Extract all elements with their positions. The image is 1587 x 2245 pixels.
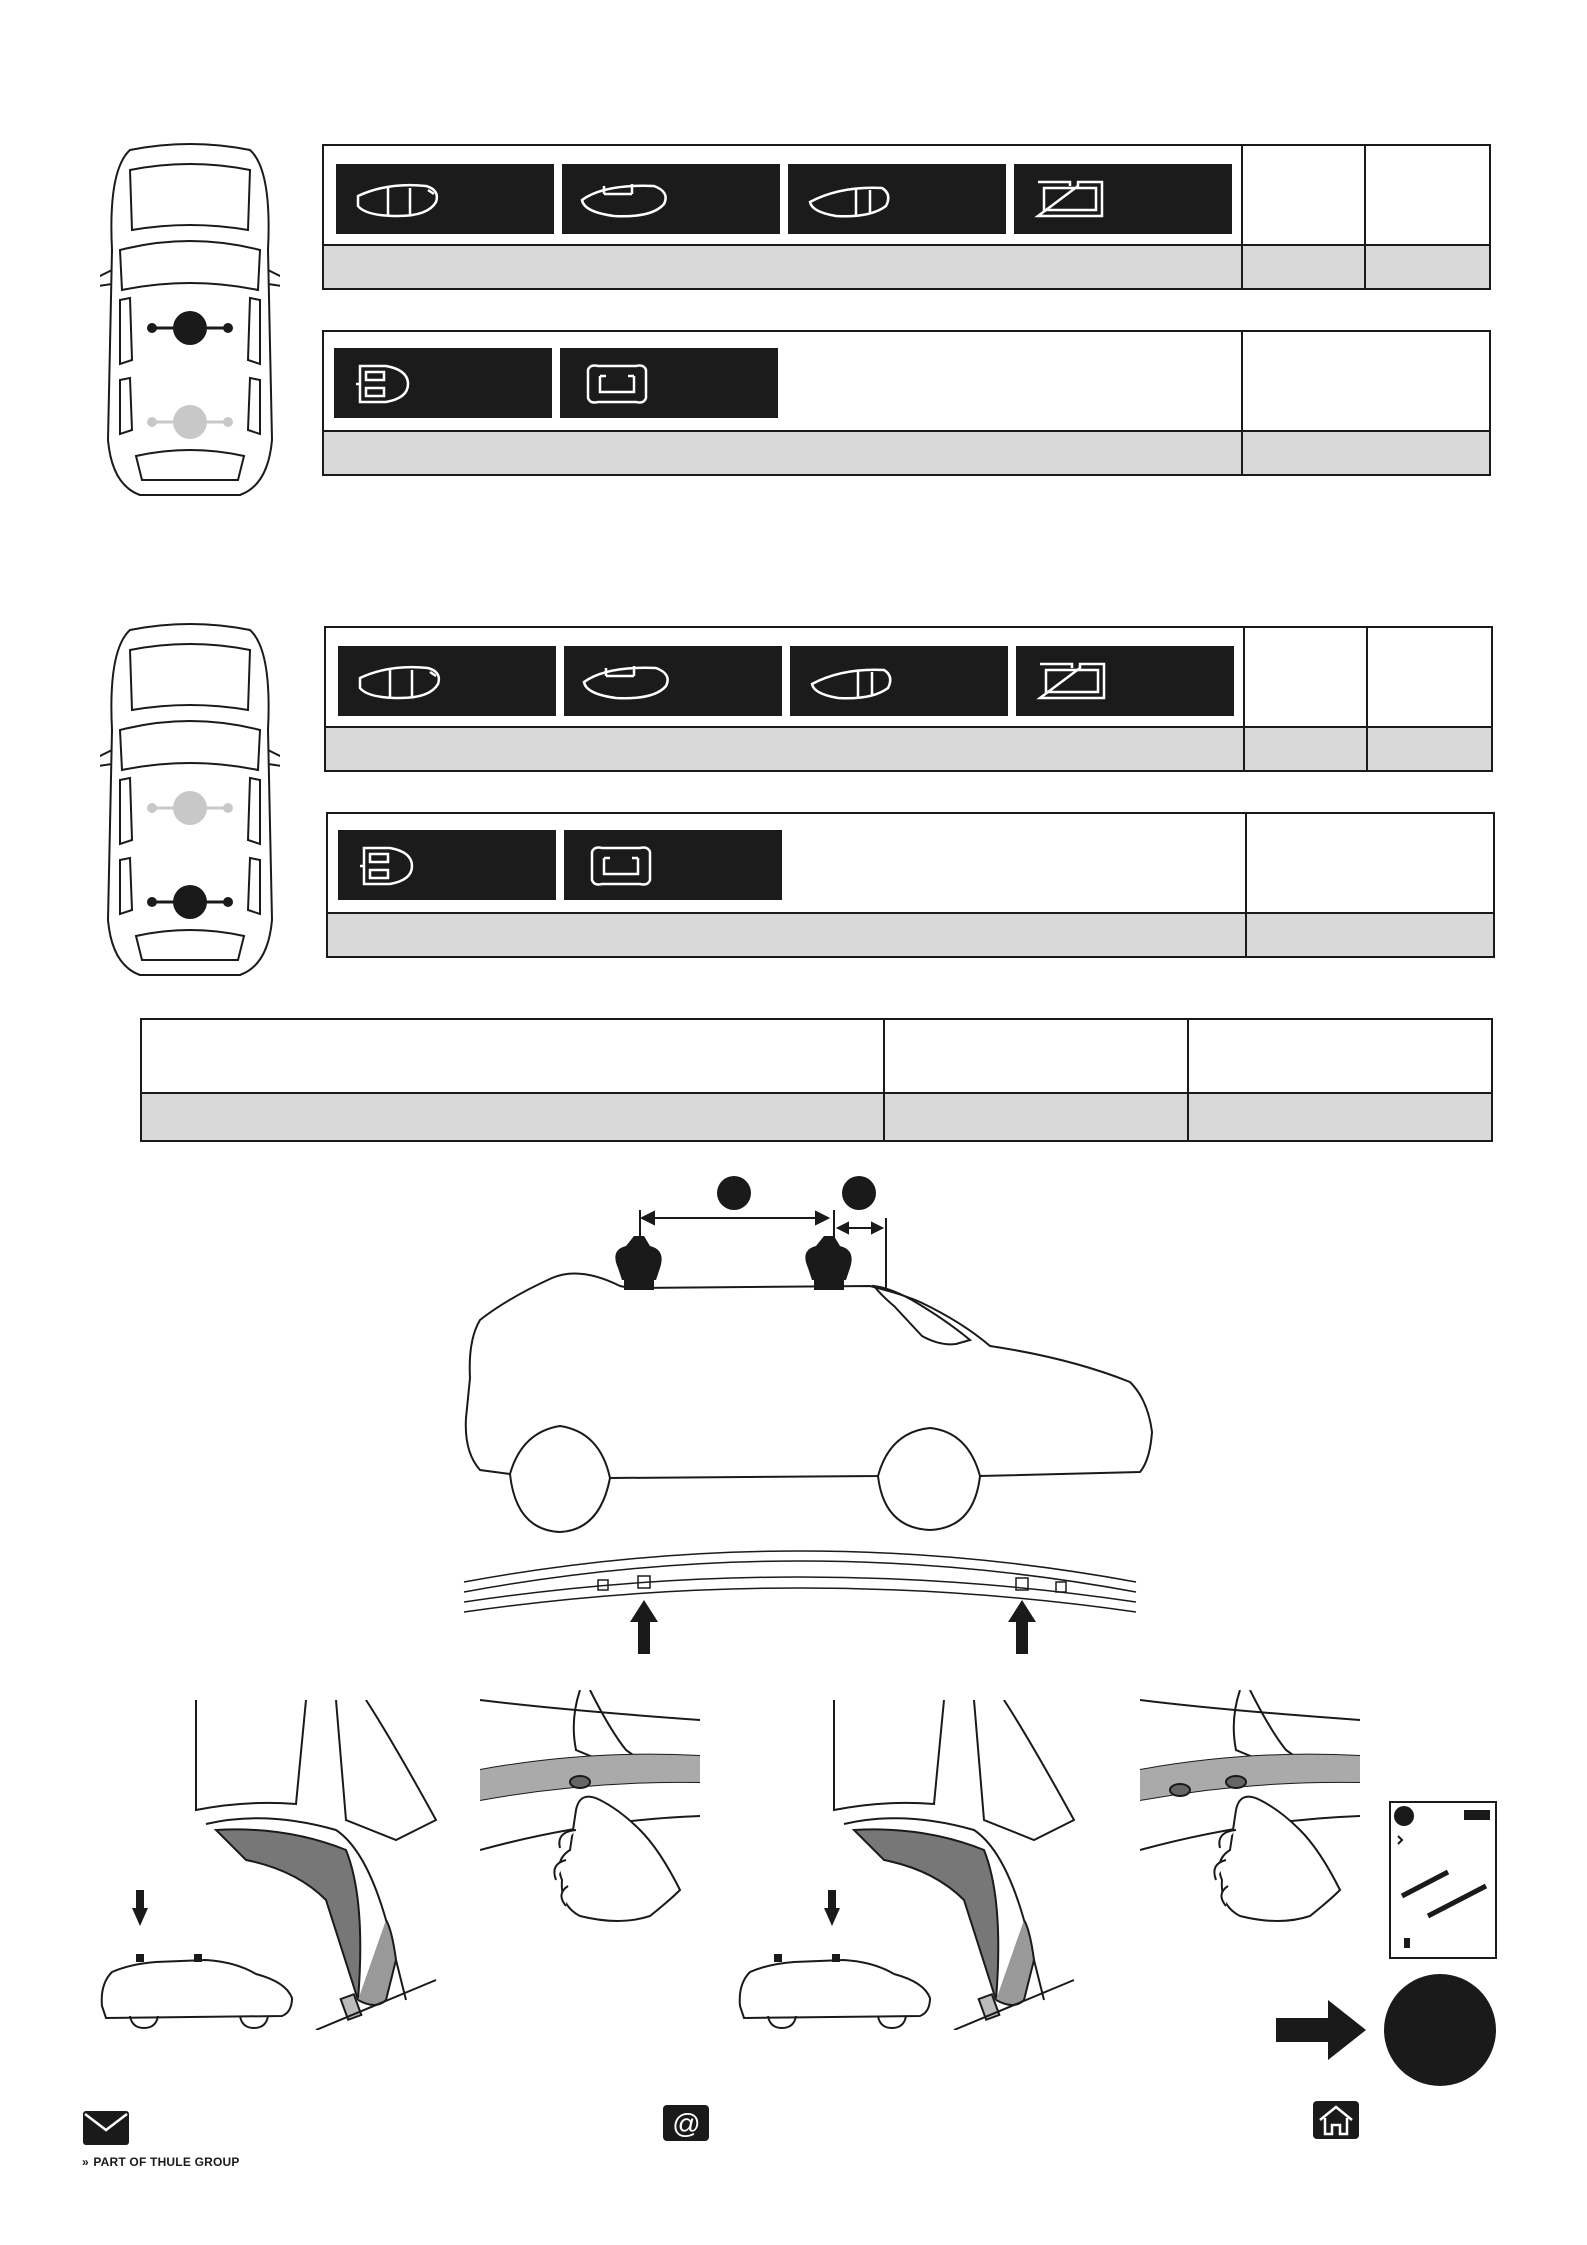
probar-tile — [338, 830, 556, 900]
measurement-table — [140, 1018, 1493, 1142]
wingbar-fit-table-front — [322, 144, 1491, 290]
squarebar-tile — [1014, 164, 1232, 234]
roof-rail-fixpoints — [460, 1530, 1140, 1660]
dimension-b-marker — [842, 1176, 876, 1210]
foot-mount-rear — [734, 1700, 1094, 2030]
rapid-profile-icon — [576, 838, 676, 892]
rapid-profile-icon — [572, 356, 672, 410]
wingbar-evo-profile-icon — [574, 172, 674, 226]
probar-fit-table-front — [322, 330, 1491, 476]
slidebar-tile — [790, 646, 1008, 716]
rapid-tile — [560, 348, 778, 418]
table-value-row — [324, 430, 1489, 474]
slidebar-tile — [788, 164, 1006, 234]
home-icon[interactable] — [1312, 2100, 1360, 2140]
mail-icon[interactable] — [82, 2110, 130, 2146]
group-text: PART OF THULE GROUP — [93, 2155, 240, 2169]
wingbar-evo-tile — [562, 164, 780, 234]
rapid-tile — [564, 830, 782, 900]
wingbar-edge-profile-icon — [348, 172, 448, 226]
probar-profile-icon — [346, 356, 446, 410]
wingbar-evo-tile — [564, 646, 782, 716]
table-value-row — [328, 912, 1493, 956]
foot-mount-front — [96, 1700, 456, 2030]
double-chevron-icon: » — [82, 2155, 89, 2169]
table-value-row — [326, 726, 1491, 770]
car-top-view-front-position — [100, 140, 280, 500]
table-value-row — [142, 1092, 1491, 1140]
wingbar-evo-profile-icon — [576, 654, 676, 708]
probar-profile-icon — [350, 838, 450, 892]
wingbar-edge-profile-icon — [350, 654, 450, 708]
email-at-icon[interactable] — [662, 2104, 710, 2142]
squarebar-tile — [1016, 646, 1234, 716]
hand-tighten-front — [480, 1690, 720, 1950]
svg-text:@: @ — [671, 2108, 701, 2139]
table-value-row — [324, 244, 1489, 288]
next-step-arrow — [1270, 1970, 1500, 2090]
wingbar-fit-table-rear — [324, 626, 1493, 772]
car-side-with-foot-packs — [450, 1170, 1180, 1540]
dimension-a-marker — [717, 1176, 751, 1210]
hand-tighten-rear — [1140, 1690, 1380, 1950]
squarebar-profile-icon — [1028, 654, 1128, 708]
squarebar-profile-icon — [1026, 172, 1126, 226]
wingbar-edge-tile — [336, 164, 554, 234]
wingbar-edge-tile — [338, 646, 556, 716]
instruction-booklet-reference — [1388, 1800, 1498, 1960]
car-top-view-rear-position — [100, 620, 280, 980]
thule-group-line — [82, 2153, 240, 2171]
probar-tile — [334, 348, 552, 418]
slidebar-profile-icon — [802, 654, 902, 708]
next-step-marker — [1384, 1974, 1496, 2086]
slidebar-profile-icon — [800, 172, 900, 226]
probar-fit-table-rear — [326, 812, 1495, 958]
